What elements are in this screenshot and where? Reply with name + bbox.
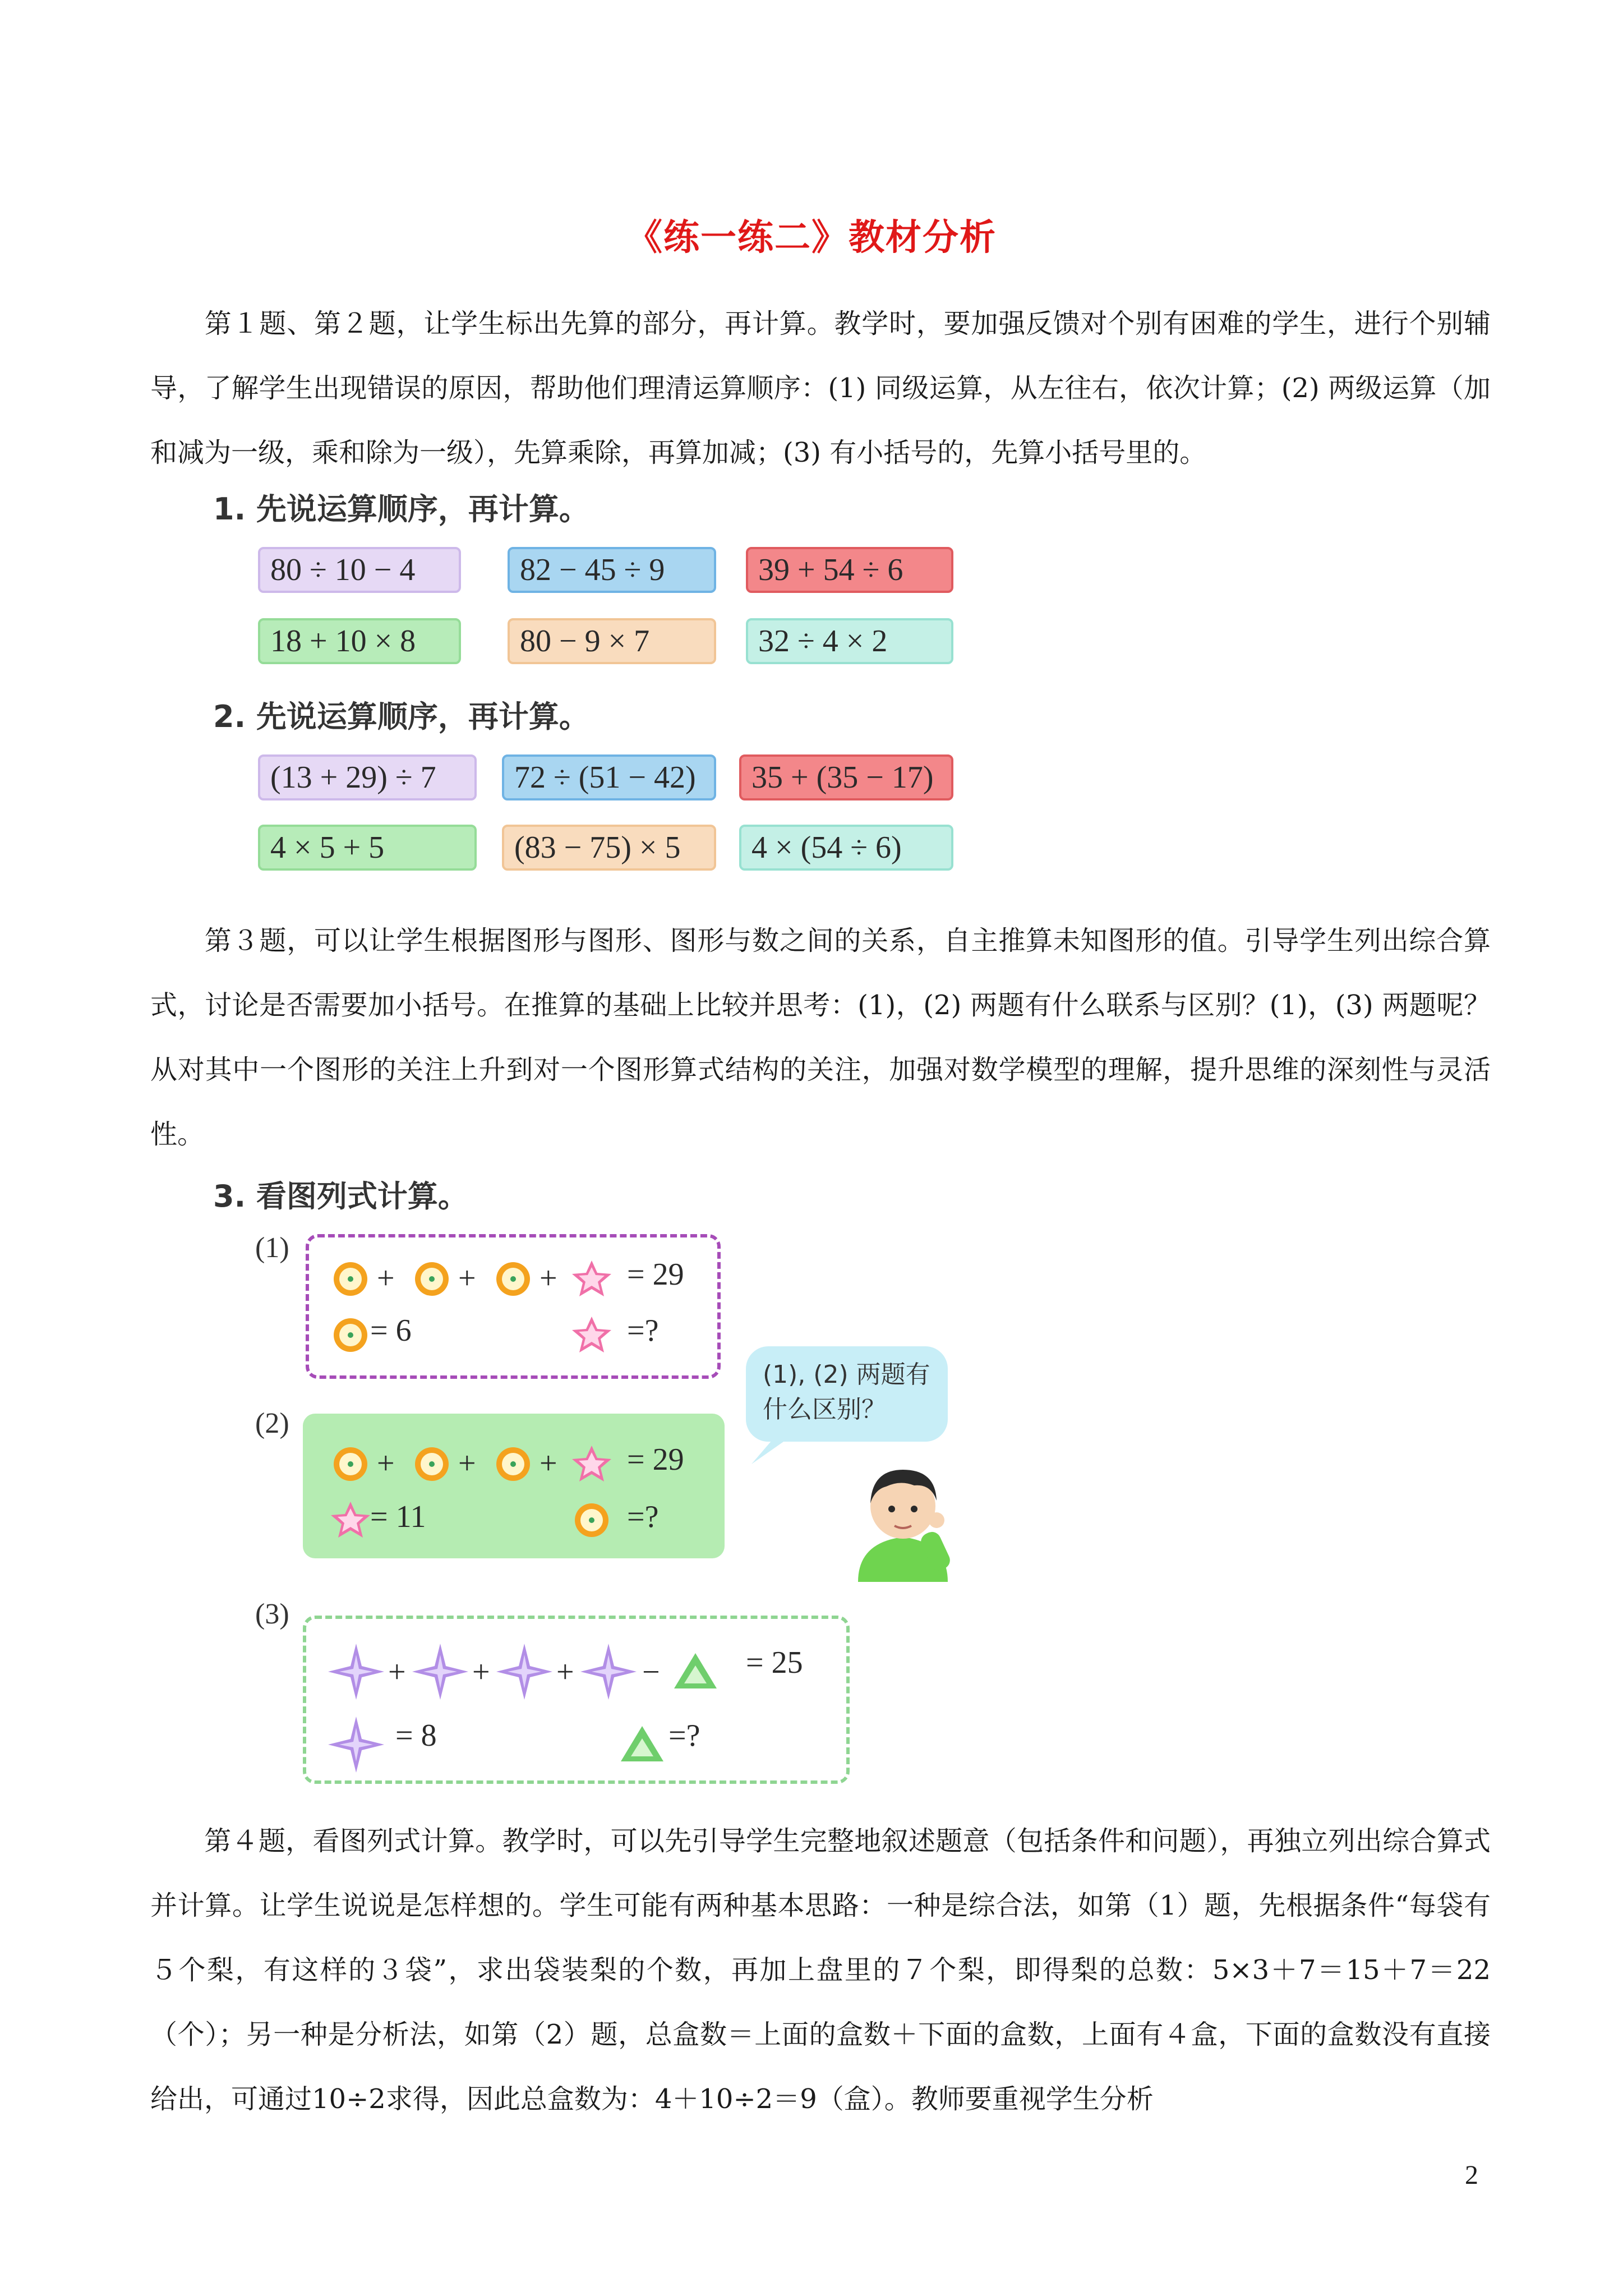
paragraph-3: 第４题，看图列式计算。教学时，可以先引导学生完整地叙述题意（包括条件和问题），再独立列出综合算式并计算。让学生说说是怎样想的。学生可能有两种基本思路：一种是综合法，如第（1）题，先根据条件“每袋有５个梨，有这样的３袋”，求出袋装梨的个数，再加上盘里的７个梨，即得梨的总数：5×3＋7＝15＋7＝22（个）；另一种是分析法，如第（2）题，总盒数＝上面的盒数＋下面的盒数，上面有４盒，下面的盒数没有直接给出，可通过10÷2求得，因此总盒数为：4＋10÷2＝9（盒）。教师要重视学生分析 [150, 1825, 1491, 2115]
svg-text:+: + [377, 1446, 395, 1481]
ring-icon [575, 1503, 608, 1537]
svg-text:+: + [472, 1655, 490, 1690]
expression-box: 72 ÷ (51 − 42) [502, 754, 716, 800]
panel-1-given-value: = 6 [370, 1313, 412, 1348]
expression-box: 32 ÷ 4 × 2 [746, 618, 953, 664]
svg-text:+: + [540, 1446, 557, 1481]
paragraph-1: 第１题、第２题，让学生标出先算的部分，再计算。教学时，要加强反馈对个别有困难的学生，进行个别辅导，了解学生出现错误的原因，帮助他们理清运算顺序：(1) 同级运算，从左往右，依次计算；(2) 两级运算（加和减为一级，乘和除为一级），先算乘除，再算加减；(3) 有小括号的，先算小括号里的。 [150, 308, 1491, 468]
triangle-icon [621, 1726, 663, 1761]
ring-icon [496, 1447, 530, 1481]
boy-character-icon [847, 1453, 959, 1582]
expression-box: 82 − 45 ÷ 9 [508, 547, 716, 593]
panel-3-question: =? [668, 1718, 700, 1753]
speech-bubble-tail [746, 1425, 813, 1470]
ring-icon [334, 1447, 367, 1481]
panel-3-given-value: = 8 [395, 1718, 437, 1753]
expression-box: (83 − 75) × 5 [502, 825, 716, 871]
ring-icon [415, 1262, 449, 1296]
question-3-heading: 3. 看图列式计算。 [213, 1179, 468, 1214]
star-icon [331, 1502, 370, 1538]
svg-text:+: + [377, 1261, 395, 1296]
panel-1-equation-value: = 29 [627, 1257, 684, 1292]
sub-label-1: (1) [255, 1232, 289, 1264]
triangle-icon [674, 1653, 717, 1688]
panel-2-given-value: = 11 [370, 1499, 426, 1534]
ring-icon [415, 1447, 449, 1481]
expression-box: 80 ÷ 10 − 4 [258, 547, 461, 593]
svg-text:+: + [458, 1446, 476, 1481]
svg-text:+: + [458, 1261, 476, 1296]
expression-box: 35 + (35 − 17) [739, 754, 953, 800]
four-point-star-icon [328, 1717, 384, 1773]
four-point-star-icon [580, 1644, 637, 1700]
speech-bubble-text: (1), (2) 两题有什么区别？ [763, 1360, 930, 1424]
four-point-star-icon [412, 1644, 468, 1700]
svg-text:+: + [388, 1655, 406, 1690]
ring-icon [334, 1318, 367, 1352]
panel-1-question: =? [627, 1313, 659, 1348]
star-icon [572, 1317, 611, 1352]
panel-2-figures [314, 1419, 718, 1557]
expression-box: (13 + 29) ÷ 7 [258, 754, 477, 800]
ring-icon [334, 1262, 367, 1296]
star-icon [572, 1260, 611, 1296]
expression-box: 4 × (54 ÷ 6) [739, 825, 953, 871]
question-2-heading: 2. 先说运算顺序，再计算。 [213, 699, 589, 734]
svg-text:+: + [556, 1655, 574, 1690]
svg-text:−: − [642, 1655, 660, 1690]
four-point-star-icon [496, 1644, 552, 1700]
expression-box: 80 − 9 × 7 [508, 618, 716, 664]
question-1-heading: 1. 先说运算顺序，再计算。 [213, 491, 589, 527]
expression-box: 18 + 10 × 8 [258, 618, 461, 664]
panel-3-equation-value: = 25 [746, 1645, 803, 1680]
expression-box: 4 × 5 + 5 [258, 825, 477, 871]
four-point-star-icon [328, 1644, 384, 1700]
ring-icon [496, 1262, 530, 1296]
svg-text:+: + [540, 1261, 557, 1296]
panel-2-equation-value: = 29 [627, 1442, 684, 1477]
panel-2-question: =? [627, 1499, 659, 1534]
page-number: 2 [1465, 2160, 1478, 2190]
expression-box: 39 + 54 ÷ 6 [746, 547, 953, 593]
star-icon [572, 1446, 611, 1481]
sub-label-2: (2) [255, 1407, 289, 1439]
sub-label-3: (3) [255, 1598, 289, 1630]
paragraph-2: 第３题，可以让学生根据图形与图形、图形与数之间的关系，自主推算未知图形的值。引导学生列出综合算式，讨论是否需要加小括号。在推算的基础上比较并思考：(1)，(2) 两题有什么联系与区别？(1)，(3) 两题呢？从对其中一个图形的关注上升到对一个图形算式结构的关注，加强对数学模型的理解，提升思维的深刻性与灵活性。 [150, 925, 1491, 1150]
page-title: 《练一练二》教材分析 [626, 217, 997, 259]
